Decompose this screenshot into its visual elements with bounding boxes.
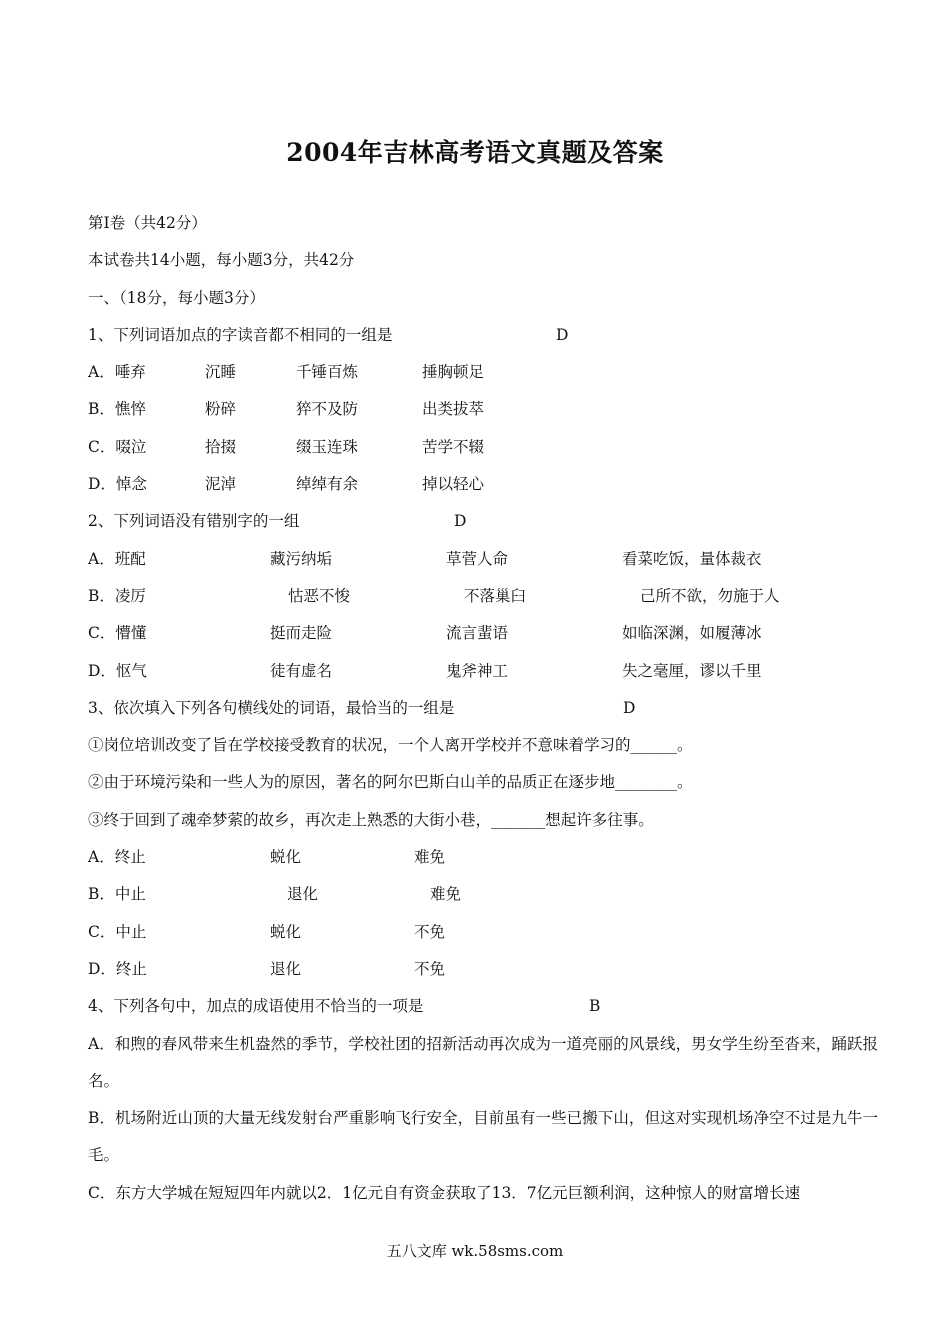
option-cell: 出类拔萃 [422, 400, 485, 419]
option-row [88, 876, 878, 913]
option-row [88, 615, 878, 652]
option-cell: C．懵懂 [88, 624, 147, 643]
fill-sentence: ①岗位培训改变了旨在学校接受教育的状况，一个人离开学校并不意味着学习的______。 [88, 736, 693, 755]
option-row [88, 914, 878, 951]
option-row [88, 391, 878, 428]
option-paragraph: A．和煦的春风带来生机盎然的季节，学校社团的招新活动再次成为一道亮丽的风景线，男女学生纷至沓来，踊跃报名。 [88, 1034, 878, 1090]
option-cell: 不免 [414, 922, 446, 941]
option-cell: 掉以轻心 [422, 475, 485, 494]
question-2-stem [88, 503, 878, 540]
option-row [88, 653, 878, 690]
question-stem: 3、依次填入下列各句横线处的词语，最恰当的一组是 [88, 698, 455, 717]
option-cell: B．凌厉 [88, 586, 146, 605]
option-row [88, 354, 878, 391]
question-stem: 4、下列各句中，加点的成语使用不恰当的一项是 [88, 997, 424, 1016]
option-cell: 藏污纳垢 [270, 549, 333, 568]
option-cell: D．怄气 [88, 661, 147, 680]
footer-watermark: 五八文库 wk.58sms.com [386, 1242, 564, 1260]
question-stem: 2、下列词语没有错别字的一组 [88, 512, 300, 531]
page-title: 2004年吉林高考语文真题及答案 [286, 138, 664, 167]
option-cell: 沉睡 [205, 363, 237, 382]
part-heading: 第Ⅰ卷（共42分） [88, 214, 207, 232]
option-cell: 苦学不辍 [422, 437, 485, 456]
option-row [88, 429, 878, 466]
option-cell: 不落巢臼 [464, 586, 527, 605]
option-cell: B．中止 [88, 885, 146, 904]
option-row [88, 541, 878, 578]
question-4-stem [88, 988, 878, 1025]
option-cell: 徒有虚名 [270, 661, 333, 680]
option-cell: C．啜泣 [88, 437, 147, 456]
option-cell: 如临深渊，如履薄冰 [622, 624, 762, 643]
option-cell: 猝不及防 [296, 400, 359, 419]
option-cell: 难免 [414, 848, 446, 867]
option-cell: 绰绰有余 [296, 475, 359, 494]
option-row [88, 839, 878, 876]
option-row [88, 951, 878, 988]
question-answer: D [623, 698, 636, 717]
document-body [88, 205, 878, 1212]
question-answer: B [589, 997, 601, 1016]
fill-sentence: ②由于环境污染和一些人为的原因，著名的阿尔巴斯白山羊的品质正在逐步地________。 [88, 773, 693, 792]
option-cell: A．终止 [88, 848, 146, 867]
option-cell: 怙恶不悛 [288, 586, 351, 605]
option-cell: C．中止 [88, 922, 147, 941]
option-cell: 不免 [414, 959, 446, 978]
section-heading: 一、（18分，每小题3分） [88, 288, 265, 307]
question-answer: D [556, 325, 569, 344]
question-stem: 1、下列词语加点的字读音都不相同的一组是 [88, 325, 393, 344]
option-cell: 粉碎 [205, 400, 237, 419]
fill-sentence: ③终于回到了魂牵梦萦的故乡，再次走上熟悉的大街小巷，_______想起许多往事。 [88, 810, 654, 829]
option-paragraph: C．东方大学城在短短四年内就以2．1亿元自有资金获取了13．7亿元巨额利润，这种惊人的财富增长速 [88, 1183, 801, 1202]
option-cell: 拾掇 [205, 437, 237, 456]
option-cell: 难免 [430, 885, 462, 904]
option-cell: 退化 [287, 885, 319, 904]
question-answer: D [454, 512, 467, 531]
option-cell: 捶胸顿足 [422, 363, 485, 382]
option-cell: 千锤百炼 [296, 363, 359, 382]
option-cell: A．唾弃 [88, 363, 146, 382]
option-cell: 己所不欲，勿施于人 [640, 586, 780, 605]
option-paragraph: B．机场附近山顶的大量无线发射台严重影响飞行安全，目前虽有一些已搬下山，但这对实现机场净空不过是九牛一毛。 [88, 1109, 878, 1165]
option-row [88, 466, 878, 503]
option-cell: 看菜吃饭，量体裁衣 [622, 549, 762, 568]
option-cell: 鬼斧神工 [446, 661, 509, 680]
option-cell: 流言蜚语 [446, 624, 509, 643]
option-cell: B．憔悴 [88, 400, 146, 419]
option-cell: 缀玉连珠 [296, 437, 359, 456]
option-cell: 蜕化 [270, 848, 302, 867]
option-cell: 蜕化 [270, 922, 302, 941]
instructions: 本试卷共14小题，每小题3分，共42分 [88, 251, 355, 270]
option-cell: D．终止 [88, 959, 147, 978]
option-cell: 挺而走险 [270, 624, 333, 643]
option-cell: A．班配 [88, 549, 146, 568]
option-cell: 泥淖 [205, 475, 237, 494]
option-cell: 草菅人命 [446, 549, 509, 568]
option-cell: 退化 [270, 959, 302, 978]
option-cell: 失之毫厘，谬以千里 [622, 661, 762, 680]
option-cell: D．悼念 [88, 475, 147, 494]
question-3-stem [88, 690, 878, 727]
option-row [88, 578, 878, 615]
question-1-stem [88, 317, 878, 354]
